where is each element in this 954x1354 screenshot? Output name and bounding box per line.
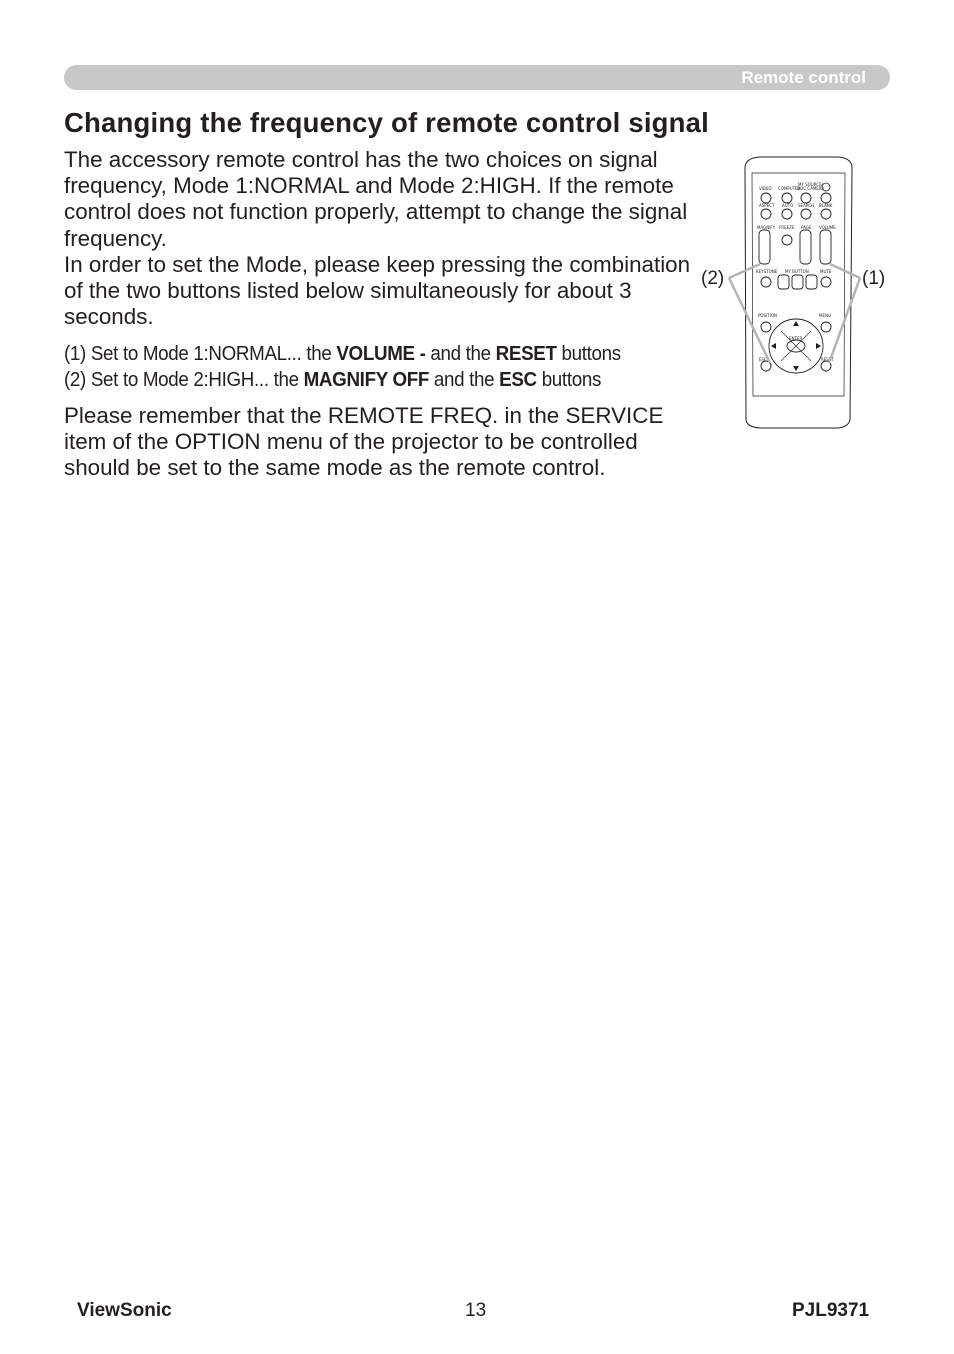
svg-text:AUTO: AUTO: [782, 203, 794, 208]
volume-minus-button-name: VOLUME -: [336, 343, 426, 365]
svg-text:VIDEO: VIDEO: [759, 186, 772, 191]
page-number: 13: [465, 1300, 487, 1321]
reset-button-name: RESET: [495, 343, 557, 365]
section-label: Remote control: [741, 68, 866, 87]
magnify-off-button-name: MAGNIFY OFF: [303, 369, 430, 391]
svg-text:POSITION: POSITION: [758, 313, 778, 318]
callout-1-label: (1): [862, 268, 886, 289]
remote-control-illustration: [698, 152, 898, 432]
callout-2-label: (2): [701, 268, 725, 289]
intro-paragraph: The accessory remote control has the two choices on signal frequency, Mode 1:NORMAL and Mode 2:HIGH. If the remote control does not function properly, attempt to change the signal frequency.: [64, 147, 688, 251]
svg-text:MAGNIFY: MAGNIFY: [757, 225, 776, 230]
svg-text:ASPECT: ASPECT: [759, 203, 775, 208]
svg-text:KEYSTONE: KEYSTONE: [756, 269, 778, 274]
mode-1-line: (1) Set to Mode 1:NORMAL... the VOLUME - and the RESET buttons: [64, 343, 621, 365]
svg-text:MY SOURCE/: MY SOURCE/: [798, 182, 824, 187]
svg-text:MUTE: MUTE: [820, 269, 832, 274]
svg-text:PAGE: PAGE: [801, 225, 812, 230]
svg-text:MY BUTTON: MY BUTTON: [785, 269, 809, 274]
svg-text:MENU: MENU: [819, 313, 831, 318]
page-title: Changing the frequency of remote control signal: [64, 107, 710, 138]
svg-text:SEARCH: SEARCH: [798, 203, 815, 208]
reminder-paragraph: Please remember that the REMOTE FREQ. in the SERVICE item of the OPTION menu of the projector to be controlled should be set to the same mode as the remote control.: [64, 403, 664, 481]
svg-text:RESET: RESET: [821, 357, 834, 362]
esc-button-name: ESC: [499, 369, 537, 391]
footer-brand: ViewSonic: [77, 1300, 172, 1321]
mode-2-line: (2) Set to Mode 2:HIGH... the MAGNIFY OFF and the ESC buttons: [64, 369, 602, 391]
svg-text:FREEZE: FREEZE: [779, 225, 795, 230]
svg-text:COMPUTER: COMPUTER: [778, 186, 801, 191]
footer-model: PJL9371: [792, 1300, 870, 1321]
svg-text:VOLUME: VOLUME: [819, 225, 836, 230]
section-header-bar: [64, 65, 890, 90]
instruction-paragraph: In order to set the Mode, please keep pressing the combination of the two buttons listed below simultaneously for about 3 seconds.: [64, 252, 691, 330]
svg-text:BLANK: BLANK: [819, 203, 833, 208]
svg-text:ENTER: ENTER: [789, 336, 803, 341]
svg-text:ESC: ESC: [759, 357, 767, 362]
svg-text:DOC.CAMERA: DOC.CAMERA: [797, 186, 825, 191]
